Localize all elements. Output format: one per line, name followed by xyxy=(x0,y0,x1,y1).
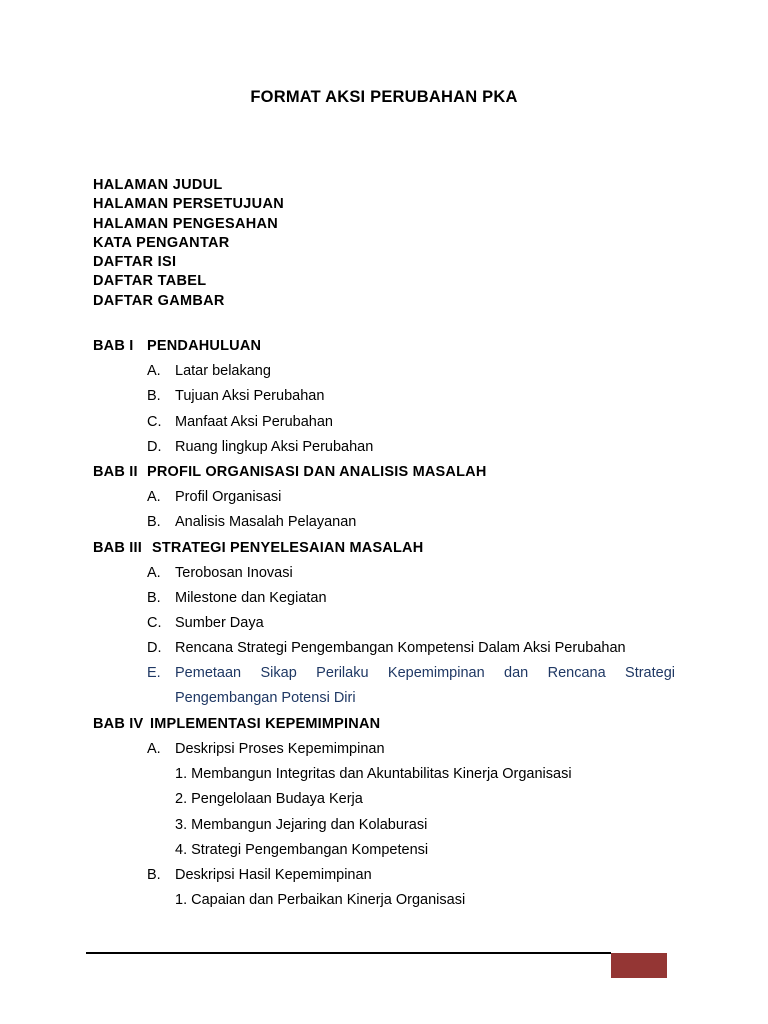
section-item xyxy=(93,638,675,663)
chapter-outline xyxy=(93,336,675,915)
section-item xyxy=(93,487,675,512)
section-item xyxy=(93,512,675,537)
footer-divider xyxy=(86,952,611,954)
section-text: Tujuan Aksi Perubahan xyxy=(175,388,325,405)
chapter-title: PROFIL ORGANISASI DAN ANALISIS MASALAH xyxy=(147,463,487,480)
section-text: Latar belakang xyxy=(175,363,271,380)
chapter-heading xyxy=(93,538,675,563)
section-letter: C. xyxy=(147,615,162,632)
chapter-heading xyxy=(93,714,675,739)
chapter-number: BAB IV xyxy=(93,715,144,732)
section-item-highlighted xyxy=(93,661,675,711)
front-matter-item: DAFTAR ISI xyxy=(93,254,177,271)
section-letter: D. xyxy=(147,640,162,657)
section-text: Manfaat Aksi Perubahan xyxy=(175,413,333,430)
section-item xyxy=(93,563,675,588)
subsection-item: 1. Membangun Integritas dan Akuntabilitas Kinerja Organisasi xyxy=(175,766,572,783)
section-letter: D. xyxy=(147,438,162,455)
section-letter: B. xyxy=(147,589,161,606)
section-text: Ruang lingkup Aksi Perubahan xyxy=(175,438,374,455)
section-item xyxy=(93,613,675,638)
subsection-item: 3. Membangun Jejaring dan Kolaburasi xyxy=(175,816,428,833)
section-letter: E. xyxy=(147,664,161,681)
front-matter-list xyxy=(93,176,284,311)
section-letter: B. xyxy=(147,388,161,405)
section-letter: A. xyxy=(147,564,161,581)
section-text: Pemetaan Sikap Perilaku Kepemimpinan dan Rencana Strategi Pengembangan Potensi Diri xyxy=(175,664,675,707)
section-letter: B. xyxy=(147,866,161,883)
section-text: Profil Organisasi xyxy=(175,489,282,506)
page-title: FORMAT AKSI PERUBAHAN PKA xyxy=(250,88,518,106)
section-item xyxy=(93,588,675,613)
section-text: Sumber Daya xyxy=(175,615,264,632)
section-item xyxy=(93,361,675,386)
chapter-number: BAB II xyxy=(93,463,138,480)
chapter-heading xyxy=(93,462,675,487)
front-matter-item: HALAMAN JUDUL xyxy=(93,177,223,193)
section-text: Deskripsi Hasil Kepemimpinan xyxy=(175,866,372,883)
footer-page-marker xyxy=(611,953,667,978)
section-item xyxy=(93,739,675,764)
section-text: Analisis Masalah Pelayanan xyxy=(175,514,357,531)
front-matter-item: HALAMAN PERSETUJUAN xyxy=(93,196,284,213)
section-letter: B. xyxy=(147,514,161,531)
section-text: Milestone dan Kegiatan xyxy=(175,589,327,606)
subsection-item: 4. Strategi Pengembangan Kompetensi xyxy=(175,841,429,858)
section-letter: A. xyxy=(147,489,161,506)
section-text: Rencana Strategi Pengembangan Kompetensi Dalam Aksi Perubahan xyxy=(175,640,626,657)
chapter-number: BAB I xyxy=(93,338,134,354)
front-matter-item: DAFTAR GAMBAR xyxy=(93,292,225,309)
section-text: Terobosan Inovasi xyxy=(175,564,293,581)
section-item xyxy=(93,412,675,437)
section-item xyxy=(93,386,675,411)
section-letter: A. xyxy=(147,363,161,380)
chapter-title: STRATEGI PENYELESAIAN MASALAH xyxy=(152,539,424,556)
front-matter-item: KATA PENGANTAR xyxy=(93,234,230,251)
section-text: Deskripsi Proses Kepemimpinan xyxy=(175,741,385,758)
chapter-heading xyxy=(93,336,675,361)
subsection-item: 2. Pengelolaan Budaya Kerja xyxy=(175,791,363,808)
section-letter: A. xyxy=(147,741,161,758)
section-letter: C. xyxy=(147,413,162,430)
chapter-number: BAB III xyxy=(93,539,142,556)
front-matter-item: DAFTAR TABEL xyxy=(93,273,207,290)
chapter-title: PENDAHULUAN xyxy=(147,338,262,354)
subsection-item: 1. Capaian dan Perbaikan Kinerja Organisasi xyxy=(175,892,466,909)
chapter-title: IMPLEMENTASI KEPEMIMPINAN xyxy=(150,715,381,732)
front-matter-item: HALAMAN PENGESAHAN xyxy=(93,215,279,232)
section-item xyxy=(93,437,675,462)
section-item xyxy=(93,865,675,890)
